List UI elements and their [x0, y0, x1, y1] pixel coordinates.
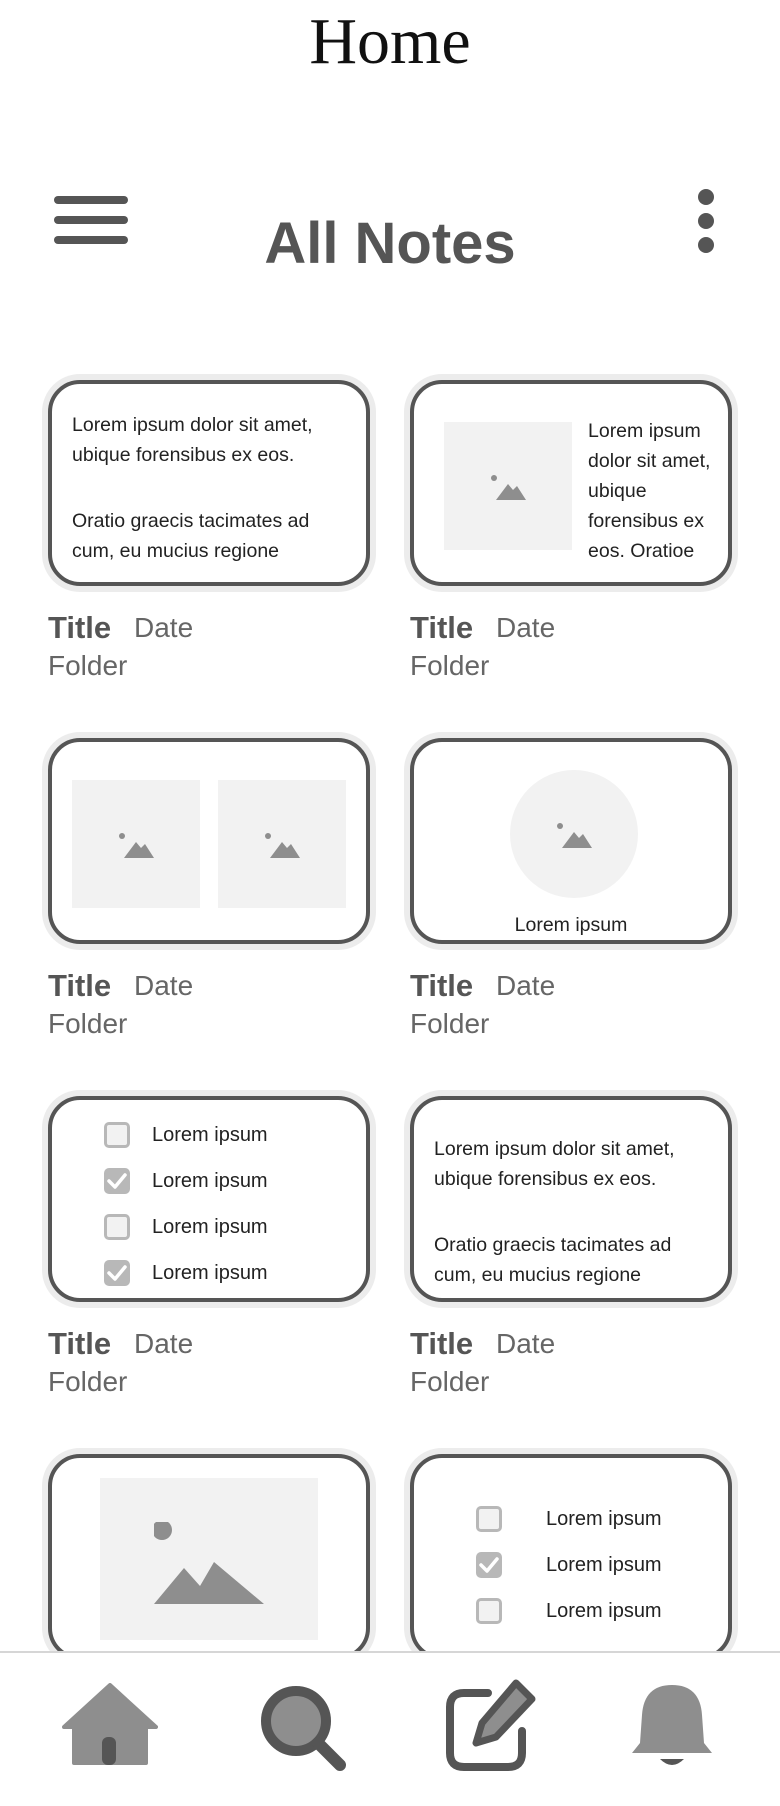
note-card[interactable]	[410, 380, 732, 586]
checklist-item-label: Lorem ipsum	[546, 1554, 662, 1576]
checklist-item-label: Lorem ipsum	[152, 1170, 268, 1192]
search-icon[interactable]	[258, 1683, 348, 1773]
note-preview-text: Oratio graecis tacimates ad cum, eu mucius regione	[434, 1234, 672, 1286]
note-preview-text: Lorem ipsum dolor sit amet, ubique forensibus ex eos. Oratioe	[588, 420, 711, 562]
checklist-item-label: Lorem ipsum	[546, 1508, 662, 1530]
note-title: Title	[48, 610, 112, 645]
image-icon	[264, 832, 300, 858]
checklist-item-label: Lorem ipsum	[152, 1262, 268, 1284]
image-icon	[154, 1522, 264, 1604]
note-title: Title	[410, 610, 474, 645]
note-card[interactable]	[410, 1096, 732, 1302]
checkbox-checked[interactable]	[104, 1260, 130, 1286]
note-date: Date	[496, 970, 556, 1001]
note-card[interactable]	[410, 738, 732, 944]
note-folder: Folder	[48, 1366, 128, 1397]
note-card[interactable]	[48, 1454, 370, 1660]
note-folder: Folder	[48, 1008, 128, 1039]
note-date: Date	[134, 612, 194, 643]
note-folder: Folder	[410, 1008, 490, 1039]
note-card[interactable]	[48, 380, 370, 586]
checkmark-icon	[107, 1172, 127, 1190]
checkbox-unchecked[interactable]	[104, 1122, 130, 1148]
checklist-item-label: Lorem ipsum	[546, 1600, 662, 1622]
home-icon[interactable]	[62, 1683, 158, 1765]
image-placeholder	[218, 780, 346, 908]
bell-icon[interactable]	[630, 1681, 714, 1773]
image-placeholder	[510, 770, 638, 898]
note-title: Title	[48, 968, 112, 1003]
note-card[interactable]	[48, 1096, 370, 1302]
image-placeholder	[444, 422, 572, 550]
note-folder: Folder	[410, 1366, 490, 1397]
image-placeholder	[72, 780, 200, 908]
page-heading: Home	[309, 5, 471, 78]
note-title: Title	[410, 1326, 474, 1361]
checkbox-unchecked[interactable]	[104, 1214, 130, 1240]
checkbox-unchecked[interactable]	[476, 1598, 502, 1624]
screen-title: All Notes	[264, 211, 516, 276]
note-date: Date	[496, 1328, 556, 1359]
checkbox-checked[interactable]	[476, 1552, 502, 1578]
edit-note-icon[interactable]	[442, 1679, 538, 1775]
checkbox-checked[interactable]	[104, 1168, 130, 1194]
note-caption: Lorem ipsum	[514, 914, 628, 936]
note-preview-text: Lorem ipsum dolor sit amet, ubique forensibus ex eos.	[434, 1138, 675, 1190]
checklist-item-label: Lorem ipsum	[152, 1124, 268, 1146]
vertical-more-icon[interactable]	[688, 185, 724, 257]
image-placeholder	[100, 1478, 318, 1640]
note-card[interactable]	[410, 1454, 732, 1660]
checkmark-icon	[479, 1556, 499, 1574]
checklist-item-label: Lorem ipsum	[152, 1216, 268, 1238]
checkbox-unchecked[interactable]	[476, 1506, 502, 1532]
note-title: Title	[48, 1326, 112, 1361]
note-preview-text: Oratio graecis tacimates ad cum, eu mucius regione	[72, 510, 310, 562]
bottom-navigation-bar	[0, 1651, 780, 1806]
image-icon	[490, 474, 526, 500]
note-folder: Folder	[48, 650, 128, 681]
image-icon	[556, 822, 592, 848]
note-title: Title	[410, 968, 474, 1003]
note-date: Date	[496, 612, 556, 643]
note-preview-text: Lorem ipsum dolor sit amet, ubique forensibus ex eos.	[72, 414, 313, 466]
image-icon	[118, 832, 154, 858]
note-date: Date	[134, 970, 194, 1001]
note-folder: Folder	[410, 650, 490, 681]
checkmark-icon	[107, 1264, 127, 1282]
note-date: Date	[134, 1328, 194, 1359]
note-card[interactable]	[48, 738, 370, 944]
